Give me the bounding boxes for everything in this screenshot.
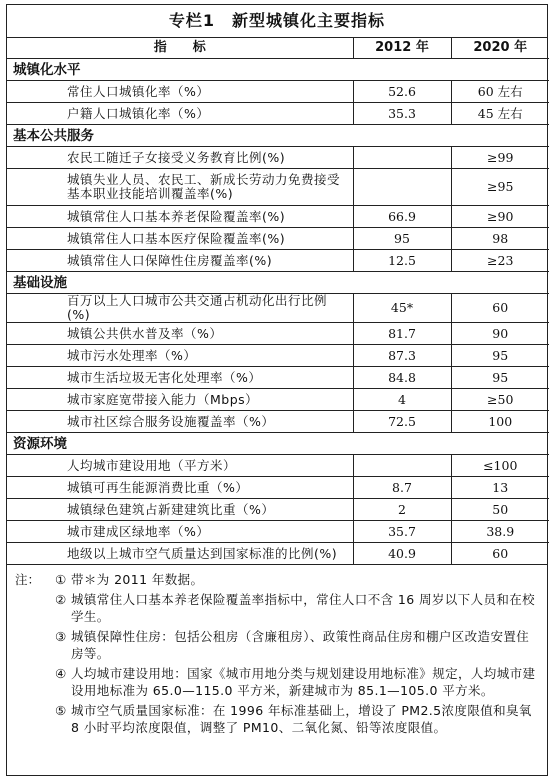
- table-row: [7, 499, 549, 521]
- indicator-label: 城市建成区绿地率（%）: [7, 521, 353, 543]
- table-row: [7, 294, 549, 323]
- indicator-label: 城市家庭宽带接入能力（Mbps）: [7, 389, 353, 411]
- note-text: 人均城市建设用地：国家《城市用地分类与规划建设用地标准》规定，人均城市建设用地标准为 65.0—115.0 平方米，新建城市为 85.1—105.0 平方米。: [71, 666, 536, 698]
- value-2020: 100: [451, 411, 549, 433]
- table-row: [7, 228, 549, 250]
- header-indicator: 指 标: [153, 40, 206, 55]
- section-title: 基础设施: [7, 272, 549, 294]
- table-row: [7, 389, 549, 411]
- indicator-label: 城镇绿色建筑占新建建筑比重（%）: [7, 499, 353, 521]
- value-2012: 8.7: [353, 477, 451, 499]
- note-label: [15, 591, 55, 625]
- indicator-label: 地级以上城市空气质量达到国家标准的比例(%): [7, 543, 353, 565]
- table-row: [7, 455, 549, 477]
- section-title: 基本公共服务: [7, 125, 549, 147]
- section-row: [7, 59, 549, 81]
- value-2020: ≥90: [451, 206, 549, 228]
- note-text: 城镇保障性住房：包括公租房（含廉租房）、政策性商品住房和棚户区改造安置住房等。: [71, 629, 530, 661]
- indicator-label: 常住人口城镇化率（%）: [7, 81, 353, 103]
- note-item: [15, 702, 539, 736]
- value-2020: ≥23: [451, 250, 549, 272]
- table-row: [7, 206, 549, 228]
- value-2020: 60 左右: [451, 81, 549, 103]
- value-2020: 60: [451, 294, 549, 323]
- value-2012: 45*: [353, 294, 451, 323]
- table-row: [7, 103, 549, 125]
- value-2020: ≥99: [451, 147, 549, 169]
- note-text: 城镇常住人口基本养老保险覆盖率指标中，常住人口不含 16 周岁以下人员和在校学生。: [71, 592, 536, 624]
- note-item: [15, 628, 539, 662]
- note-number: ①: [55, 572, 67, 587]
- indicator-label: 城镇失业人员、农民工、新成长劳动力免费接受基本职业技能培训覆盖率(%): [7, 169, 353, 206]
- indicator-panel: [6, 4, 548, 776]
- indicator-label: 户籍人口城镇化率（%）: [7, 103, 353, 125]
- table-row: [7, 477, 549, 499]
- panel-title: 专栏1 新型城镇化主要指标: [7, 5, 547, 38]
- value-2012: 72.5: [353, 411, 451, 433]
- value-2020: 60: [451, 543, 549, 565]
- table-row: [7, 250, 549, 272]
- note-text: 城市空气质量国家标准：在 1996 年标准基础上，增设了 PM2.5浓度限值和臭氧 8 小时平均浓度限值，调整了 PM10、二氧化氮、铅等浓度限值。: [71, 703, 532, 735]
- value-2020: ≤100: [451, 455, 549, 477]
- value-2020: 90: [451, 323, 549, 345]
- note-label: [15, 628, 55, 662]
- value-2012: [353, 455, 451, 477]
- value-2020: 95: [451, 367, 549, 389]
- value-2012: [353, 169, 451, 206]
- note-label: 注：: [15, 572, 41, 587]
- note-text: 带＊为 2011 年数据。: [71, 572, 204, 587]
- note-number: ⑤: [55, 703, 67, 718]
- value-2012: [353, 147, 451, 169]
- indicator-label: 城市社区综合服务设施覆盖率（%）: [7, 411, 353, 433]
- table-row: [7, 169, 549, 206]
- value-2020: 38.9: [451, 521, 549, 543]
- section-row: [7, 125, 549, 147]
- value-2012: 87.3: [353, 345, 451, 367]
- table-row: [7, 147, 549, 169]
- table-row: [7, 543, 549, 565]
- note-label: [15, 702, 55, 736]
- note-number: ②: [55, 592, 67, 607]
- value-2012: 84.8: [353, 367, 451, 389]
- notes-section: [7, 564, 547, 736]
- table-row: [7, 323, 549, 345]
- value-2012: 52.6: [353, 81, 451, 103]
- value-2012: 2: [353, 499, 451, 521]
- value-2012: 4: [353, 389, 451, 411]
- value-2020: ≥50: [451, 389, 549, 411]
- table-row: [7, 345, 549, 367]
- indicator-label: 城市污水处理率（%）: [7, 345, 353, 367]
- value-2012: 35.3: [353, 103, 451, 125]
- note-item: [15, 665, 539, 699]
- indicator-label: 城镇常住人口基本医疗保险覆盖率(%): [7, 228, 353, 250]
- value-2012: 81.7: [353, 323, 451, 345]
- table-header-row: [7, 38, 549, 59]
- indicator-label: 城镇可再生能源消费比重（%）: [7, 477, 353, 499]
- table-row: [7, 411, 549, 433]
- value-2012: 35.7: [353, 521, 451, 543]
- header-2012: 2012 年: [353, 38, 451, 59]
- indicator-label: 城市生活垃圾无害化处理率（%）: [7, 367, 353, 389]
- value-2012: 12.5: [353, 250, 451, 272]
- value-2020: ≥95: [451, 169, 549, 206]
- value-2020: 45 左右: [451, 103, 549, 125]
- value-2020: 95: [451, 345, 549, 367]
- table-row: [7, 521, 549, 543]
- indicator-label: 城镇常住人口基本养老保险覆盖率(%): [7, 206, 353, 228]
- note-number: ④: [55, 666, 67, 681]
- value-2012: 95: [353, 228, 451, 250]
- section-title: 资源环境: [7, 433, 549, 455]
- indicator-label: 人均城市建设用地（平方米）: [7, 455, 353, 477]
- value-2020: 98: [451, 228, 549, 250]
- value-2012: 40.9: [353, 543, 451, 565]
- header-2020: 2020 年: [451, 38, 549, 59]
- table-row: [7, 367, 549, 389]
- indicator-table: [7, 38, 549, 564]
- indicator-label: 农民工随迁子女接受义务教育比例(%): [7, 147, 353, 169]
- section-row: [7, 433, 549, 455]
- note-number: ③: [55, 629, 67, 644]
- value-2020: 13: [451, 477, 549, 499]
- table-row: [7, 81, 549, 103]
- value-2012: 66.9: [353, 206, 451, 228]
- value-2020: 50: [451, 499, 549, 521]
- note-item: [15, 591, 539, 625]
- indicator-label: 城镇常住人口保障性住房覆盖率(%): [7, 250, 353, 272]
- section-row: [7, 272, 549, 294]
- indicator-label: 城镇公共供水普及率（%）: [7, 323, 353, 345]
- indicator-label: 百万以上人口城市公共交通占机动化出行比例(%): [7, 294, 353, 323]
- note-item: [15, 571, 539, 588]
- section-title: 城镇化水平: [7, 59, 549, 81]
- note-label: [15, 665, 55, 699]
